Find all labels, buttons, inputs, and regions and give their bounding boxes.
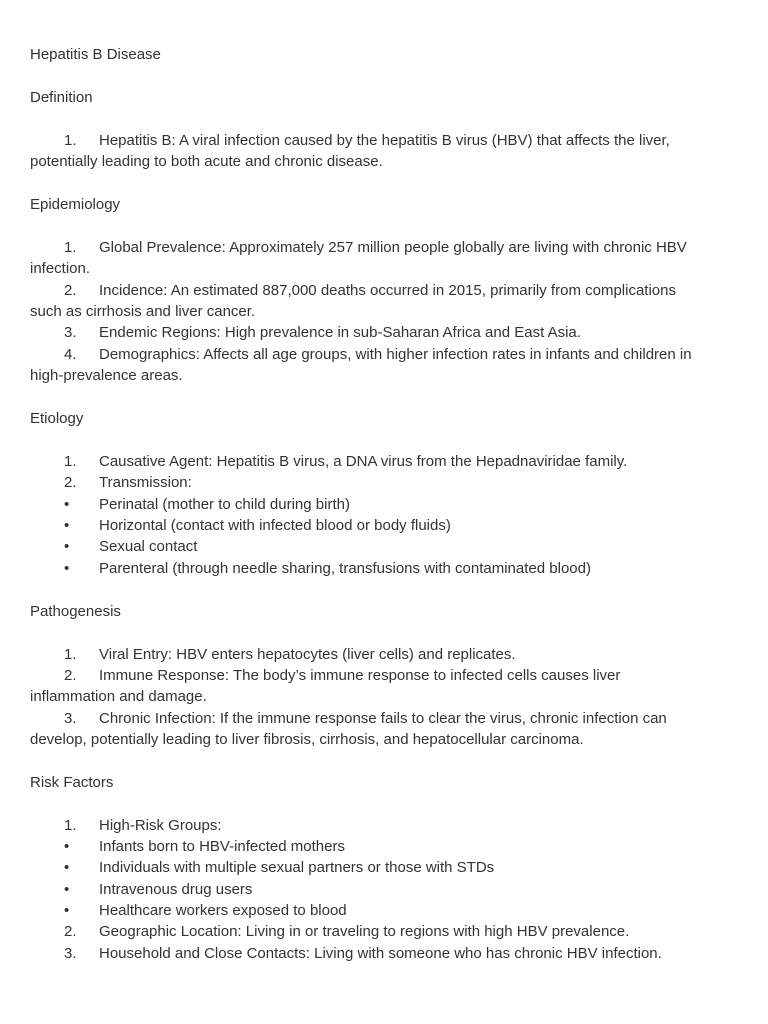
bullet-marker: •	[64, 560, 70, 577]
list-item-text: Demographics: Affects all age groups, with higher infection rates in infants and children in	[99, 346, 692, 363]
bullet-marker: •	[64, 517, 70, 534]
list-item-text: High-Risk Groups:	[99, 817, 222, 834]
bullet-text: Horizontal (contact with infected blood or body fluids)	[99, 517, 451, 534]
bullet-marker: •	[64, 496, 70, 513]
list-number: 2.	[64, 667, 77, 684]
list-item-text: Immune Response: The body’s immune response to infected cells causes liver	[99, 667, 621, 684]
list-item-continuation: inflammation and damage.	[30, 688, 207, 705]
list-item-text: Viral Entry: HBV enters hepatocytes (liver cells) and replicates.	[99, 646, 516, 663]
list-item-text: Endemic Regions: High prevalence in sub-Saharan Africa and East Asia.	[99, 324, 581, 341]
section-heading-risk-factors: Risk Factors	[30, 774, 114, 791]
bullet-marker: •	[64, 838, 70, 855]
list-item-text: Chronic Infection: If the immune response fails to clear the virus, chronic infection can	[99, 710, 667, 727]
list-item-text: Causative Agent: Hepatitis B virus, a DNA virus from the Hepadnaviridae family.	[99, 453, 628, 470]
bullet-marker: •	[64, 881, 70, 898]
bullet-text: Healthcare workers exposed to blood	[99, 902, 347, 919]
list-number: 1.	[64, 132, 77, 149]
bullet-text: Sexual contact	[99, 538, 198, 555]
list-number: 1.	[64, 239, 77, 256]
list-number: 2.	[64, 474, 77, 491]
list-number: 2.	[64, 282, 77, 299]
section-heading-pathogenesis: Pathogenesis	[30, 603, 121, 620]
bullet-text: Parenteral (through needle sharing, transfusions with contaminated blood)	[99, 560, 591, 577]
list-number: 1.	[64, 817, 77, 834]
list-item-text: Incidence: An estimated 887,000 deaths occurred in 2015, primarily from complications	[99, 282, 676, 299]
list-item-text: Geographic Location: Living in or traveling to regions with high HBV prevalence.	[99, 923, 630, 940]
list-item-continuation: infection.	[30, 260, 91, 277]
list-number: 3.	[64, 945, 77, 962]
list-number: 3.	[64, 324, 77, 341]
list-item-continuation: high-prevalence areas.	[30, 367, 183, 384]
list-number: 4.	[64, 346, 77, 363]
list-number: 1.	[64, 453, 77, 470]
list-item-text: Household and Close Contacts: Living with someone who has chronic HBV infection.	[99, 945, 662, 962]
list-item-text: Global Prevalence: Approximately 257 million people globally are living with chronic HBV	[99, 239, 687, 256]
bullet-marker: •	[64, 902, 70, 919]
bullet-text: Intravenous drug users	[99, 881, 253, 898]
list-item-continuation: such as cirrhosis and liver cancer.	[30, 303, 256, 320]
section-heading-etiology: Etiology	[30, 410, 84, 427]
list-number: 2.	[64, 923, 77, 940]
bullet-marker: •	[64, 859, 70, 876]
list-number: 1.	[64, 646, 77, 663]
list-item-text: Transmission:	[99, 474, 192, 491]
list-item-text: Hepatitis B: A viral infection caused by the hepatitis B virus (HBV) that affects the liver,	[99, 132, 670, 149]
bullet-text: Infants born to HBV-infected mothers	[99, 838, 345, 855]
document-title: Hepatitis B Disease	[30, 46, 161, 63]
list-item-continuation: potentially leading to both acute and chronic disease.	[30, 153, 383, 170]
bullet-marker: •	[64, 538, 70, 555]
bullet-text: Individuals with multiple sexual partners or those with STDs	[99, 859, 495, 876]
bullet-text: Perinatal (mother to child during birth)	[99, 496, 350, 513]
section-heading-definition: Definition	[30, 89, 93, 106]
list-item-continuation: develop, potentially leading to liver fibrosis, cirrhosis, and hepatocellular carcinoma.	[30, 731, 584, 748]
list-number: 3.	[64, 710, 77, 727]
section-heading-epidemiology: Epidemiology	[30, 196, 121, 213]
